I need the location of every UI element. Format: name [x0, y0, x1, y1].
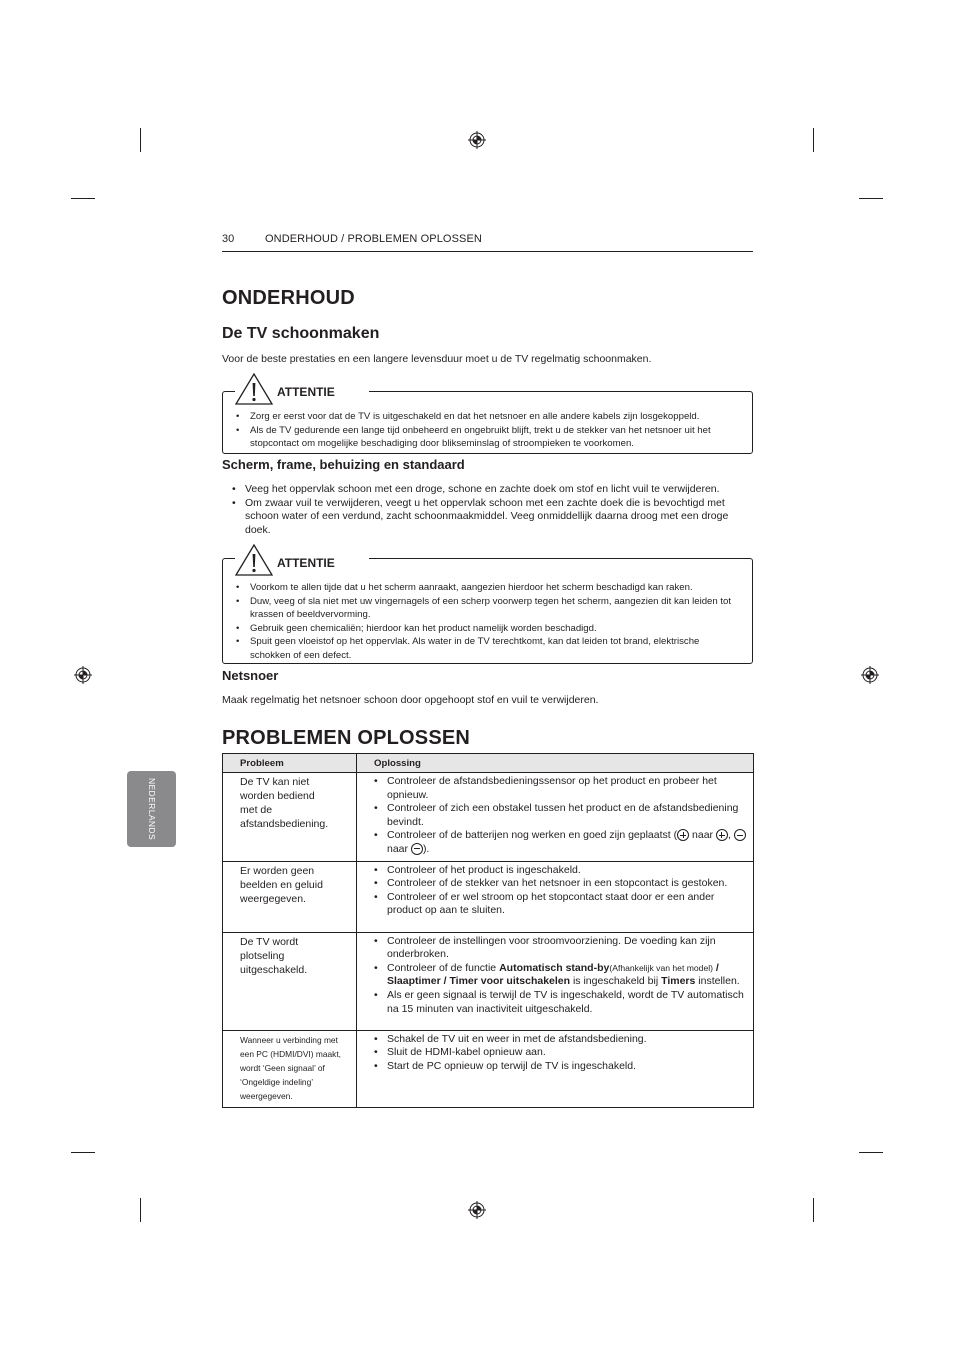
list-item-text: is ingeschakeld bij	[570, 975, 662, 988]
list-item: • Als de TV gedurende een lange tijd onbeheerd en ongebruikt blijft, trekt u de stekker van het netsnoer uit het stopcontact om mogelijke beschadiging door blikseminslag of stroompieken te voorkomen.	[236, 424, 742, 451]
solution-list	[374, 864, 747, 918]
list-item: • Sluit de HDMI-kabel opnieuw aan.	[374, 1046, 747, 1060]
list-item: • Start de PC opnieuw op terwijl de TV is ingeschakeld.	[374, 1060, 747, 1074]
list-item: • Schakel de TV uit en weer in met de afstandsbediening.	[374, 1033, 747, 1047]
crop-mark	[71, 198, 95, 199]
list-item: • Controleer of zich een obstakel tussen het product en de afstandsbediening bevindt.	[374, 802, 747, 829]
problem-text: Wanneer u verbinding met een PC (HDMI/DVI) maakt, wordt ‘Geen signaal’ of ‘Ongeldige indeling’ weergegeven.	[240, 1034, 341, 1101]
crop-mark	[813, 1198, 814, 1222]
screen-list	[232, 483, 754, 537]
problem-text: De TV wordt plotseling uitgeschakeld.	[240, 935, 308, 976]
caution-header	[235, 372, 369, 406]
table-row	[223, 1030, 754, 1107]
caution-list	[236, 581, 742, 662]
problem-cell	[223, 773, 357, 862]
list-item: • Zorg er eerst voor dat de TV is uitgeschakeld en dat het netsnoer en alle andere kabels zijn losgekoppeld.	[236, 410, 742, 424]
problem-cell	[223, 861, 357, 932]
registration-mark-icon	[468, 131, 486, 149]
netsnoer-text: Maak regelmatig het netsnoer schoon door opgehoopt stof en vuil te verwijderen.	[222, 694, 599, 706]
list-item-text: naar	[387, 842, 411, 855]
list-item: • Gebruik geen chemicaliën; hierdoor kan het product namelijk worden beschadigd.	[236, 622, 742, 636]
page-number: 30	[222, 233, 235, 245]
running-title: ONDERHOUD / PROBLEMEN OPLOSSEN	[265, 233, 482, 245]
minus-circle-icon	[734, 829, 746, 841]
solution-cell	[357, 773, 754, 862]
list-item	[374, 829, 747, 856]
problem-cell	[223, 1030, 357, 1107]
warning-triangle-icon	[235, 373, 273, 405]
column-header-problem: Probleem	[223, 754, 357, 773]
list-item	[374, 962, 747, 989]
list-item: • Om zwaar vuil te verwijderen, veegt u het oppervlak schoon met een zachte doek die is bevochtigd met schoon water of een verdund, zacht schoonmaakmiddel. Veeg onmiddellijk daarna droog met een droge doek.	[232, 497, 754, 538]
subheading-netsnoer: Netsnoer	[222, 668, 279, 683]
solution-cell	[357, 932, 754, 1030]
list-item: • Duw, veeg of sla niet met uw vingernagels of een scherp voorwerp tegen het scherm, aangezien dit kan leiden tot krassen of beeldvervorming.	[236, 595, 742, 622]
table-row	[223, 773, 754, 862]
solution-list	[374, 775, 747, 857]
problem-text: Er worden geen beelden en geluid weergegeven.	[240, 864, 323, 905]
list-item-text: ,	[727, 829, 734, 842]
plus-circle-icon	[677, 829, 689, 841]
caution-list	[236, 410, 742, 451]
list-item: • Controleer of er wel stroom op het stopcontact staat door er een ander product op aan te sluiten.	[374, 891, 747, 918]
model-note: (Afhankelijk van het model)	[609, 962, 713, 973]
list-item: • Veeg het oppervlak schoon met een droge, schone en zachte doek om stof en licht vuil te verwijderen.	[232, 483, 754, 497]
caution-label: ATTENTIE	[277, 385, 335, 399]
list-item-text: naar	[689, 829, 716, 842]
registration-mark-icon	[861, 666, 879, 684]
solution-list	[374, 1033, 747, 1074]
subsection-title: De TV schoonmaken	[222, 325, 380, 342]
crop-mark	[140, 1198, 141, 1222]
caution-label: ATTENTIE	[277, 556, 335, 570]
solution-list	[374, 935, 747, 1017]
table-row	[223, 861, 754, 932]
list-item: • Controleer de instellingen voor stroomvoorziening. De voeding kan zijn onderbroken.	[374, 935, 747, 962]
minus-circle-icon	[411, 843, 423, 855]
list-item: • Controleer of de stekker van het netsnoer in een stopcontact is gestoken.	[374, 877, 747, 891]
crop-mark	[140, 128, 141, 152]
table-row	[223, 932, 754, 1030]
list-item-text: Controleer of de functie	[387, 961, 500, 974]
list-item: • Controleer de afstandsbedieningssensor op het product en probeer het opnieuw.	[374, 775, 747, 802]
caution-box	[222, 558, 753, 664]
plus-circle-icon	[716, 829, 728, 841]
subheading-screen: Scherm, frame, behuizing en standaard	[222, 457, 465, 472]
troubleshooting-table	[222, 753, 754, 1108]
caution-box	[222, 385, 753, 454]
crop-mark	[813, 128, 814, 152]
language-tab-label: NEDERLANDS	[146, 777, 157, 841]
section-title-onderhoud: ONDERHOUD	[222, 287, 355, 309]
list-item: • Als er geen signaal is terwijl de TV is ingeschakeld, wordt de TV automatisch na 15 minuten van inactiviteit uitgeschakeld.	[374, 989, 747, 1016]
list-item: • Controleer of het product is ingeschakeld.	[374, 864, 747, 878]
list-item-text: Controleer of de batterijen nog werken en goed zijn geplaatst (	[387, 829, 678, 842]
language-tab	[127, 771, 176, 847]
registration-mark-icon	[468, 1201, 486, 1219]
crop-mark	[859, 198, 883, 199]
solution-cell	[357, 861, 754, 932]
section-title-problemen: PROBLEMEN OPLOSSEN	[222, 727, 471, 749]
table-header-row	[223, 754, 754, 773]
warning-triangle-icon	[235, 544, 273, 576]
function-name: Automatisch stand-by	[499, 961, 610, 974]
crop-mark	[859, 1152, 883, 1153]
list-item: • Spuit geen vloeistof op het oppervlak. Als water in de TV terechtkomt, kan dat leiden tot brand, elektrische schokken of een defect.	[236, 635, 742, 662]
crop-mark	[71, 1152, 95, 1153]
function-name: / Slaaptimer / Timer voor uitschakelen	[387, 961, 719, 988]
list-item-text: instellen.	[695, 975, 740, 988]
list-item: • Voorkom te allen tijde dat u het scherm aanraakt, aangezien hierdoor het scherm beschadigd kan raken.	[236, 581, 742, 595]
column-header-solution: Oplossing	[357, 754, 754, 773]
registration-mark-icon	[74, 666, 92, 684]
menu-name: Timers	[661, 975, 696, 988]
solution-cell	[357, 1030, 754, 1107]
problem-text: De TV kan niet worden bediend met de afstandsbediening.	[240, 776, 329, 830]
caution-header	[235, 543, 369, 577]
header-rule	[222, 251, 753, 252]
problem-cell	[223, 932, 357, 1030]
intro-text: Voor de beste prestaties en een langere levensduur moet u de TV regelmatig schoonmaken.	[222, 353, 652, 365]
list-item-text: ).	[422, 842, 430, 855]
